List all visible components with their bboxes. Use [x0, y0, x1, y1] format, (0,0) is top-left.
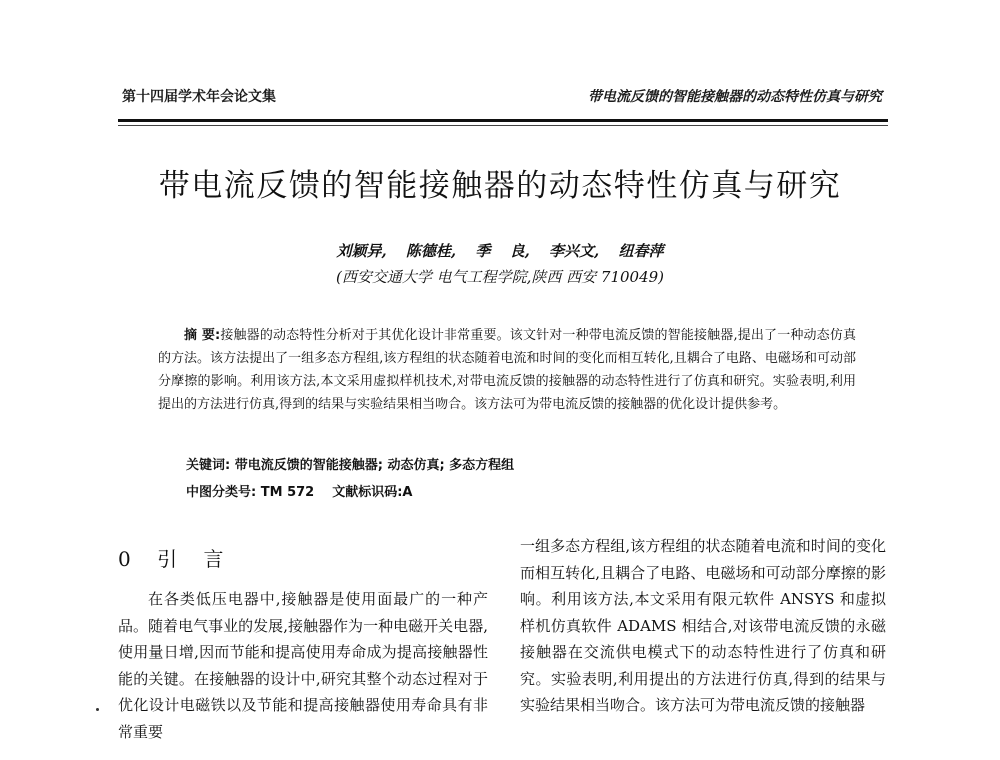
- doc-code-label: 文献标识码:: [332, 485, 403, 500]
- keywords-text: 带电流反馈的智能接触器; 动态仿真; 多态方程组: [234, 458, 515, 473]
- author-list: 刘颖异, 陈德桂, 季 良, 李兴文, 纽春萍: [336, 242, 664, 260]
- section-heading: 0 引 言: [118, 547, 234, 571]
- abstract-text: 接触器的动态特性分析对于其优化设计非常重要。该文针对一种带电流反馈的智能接触器,提出了一种动态仿真的方法。该方法提出了一组多态方程组,该方程组的状态随着电流和时间的变化而相互转化,且耦合了电路、电磁场和可动部分摩擦的影响。利用该方法,本文采用虚拟样机技术,对带电流反馈的接触器的动态特性进行了仿真和研究。实验表明,利用提出的方法进行仿真,得到的结果与实验结果相当吻合。该方法可为带电流反馈的接触器的优化设计提供参考。: [158, 328, 856, 412]
- clc-label: 中图分类号:: [186, 485, 257, 500]
- header-rule-thick: [118, 119, 888, 122]
- affiliation: (西安交通大学 电气工程学院,陕西 西安 710049): [335, 268, 665, 286]
- scan-speck: [96, 708, 99, 711]
- abstract-label: 摘 要:: [184, 328, 221, 343]
- clc-value: TM 572: [260, 485, 315, 500]
- doc-code-value: A: [402, 485, 413, 500]
- keywords-label: 关键词:: [186, 458, 231, 473]
- classification-line: [186, 481, 866, 500]
- body-column-left: 在各类低压电器中,接触器是使用面最广的一种产品。随着电气事业的发展,接触器作为一种电磁开关电器,使用量日增,因而节能和提高使用寿命成为提高接触器性能的关键。在接触器的设计中,研究其整个动态过程对于优化设计电磁铁以及节能和提高接触器使用寿命具有非常重要: [118, 590, 488, 741]
- header-rule-thin: [118, 125, 888, 126]
- body-column-right: 一组多态方程组,该方程组的状态随着电流和时间的变化而相互转化,且耦合了电路、电磁场和可动部分摩擦的影响。利用该方法,本文采用有限元软件 ANSYS 和虚拟样机仿真软件 ADAMS 相结合,对该带电流反馈的永磁接触器在交流供电模式下的动态特性进行了仿真和研究。实验表明,利用提出的方法进行仿真,得到的结果与实验结果相当吻合。该方法可为带电流反馈的接触器: [520, 537, 886, 714]
- paper-title: 带电流反馈的智能接触器的动态特性仿真与研究: [158, 168, 842, 204]
- running-header-right: 带电流反馈的智能接触器的动态特性仿真与研究: [588, 89, 882, 105]
- abstract: [158, 324, 856, 416]
- running-header-left: 第十四届学术年会论文集: [122, 89, 276, 105]
- keywords: [186, 454, 866, 473]
